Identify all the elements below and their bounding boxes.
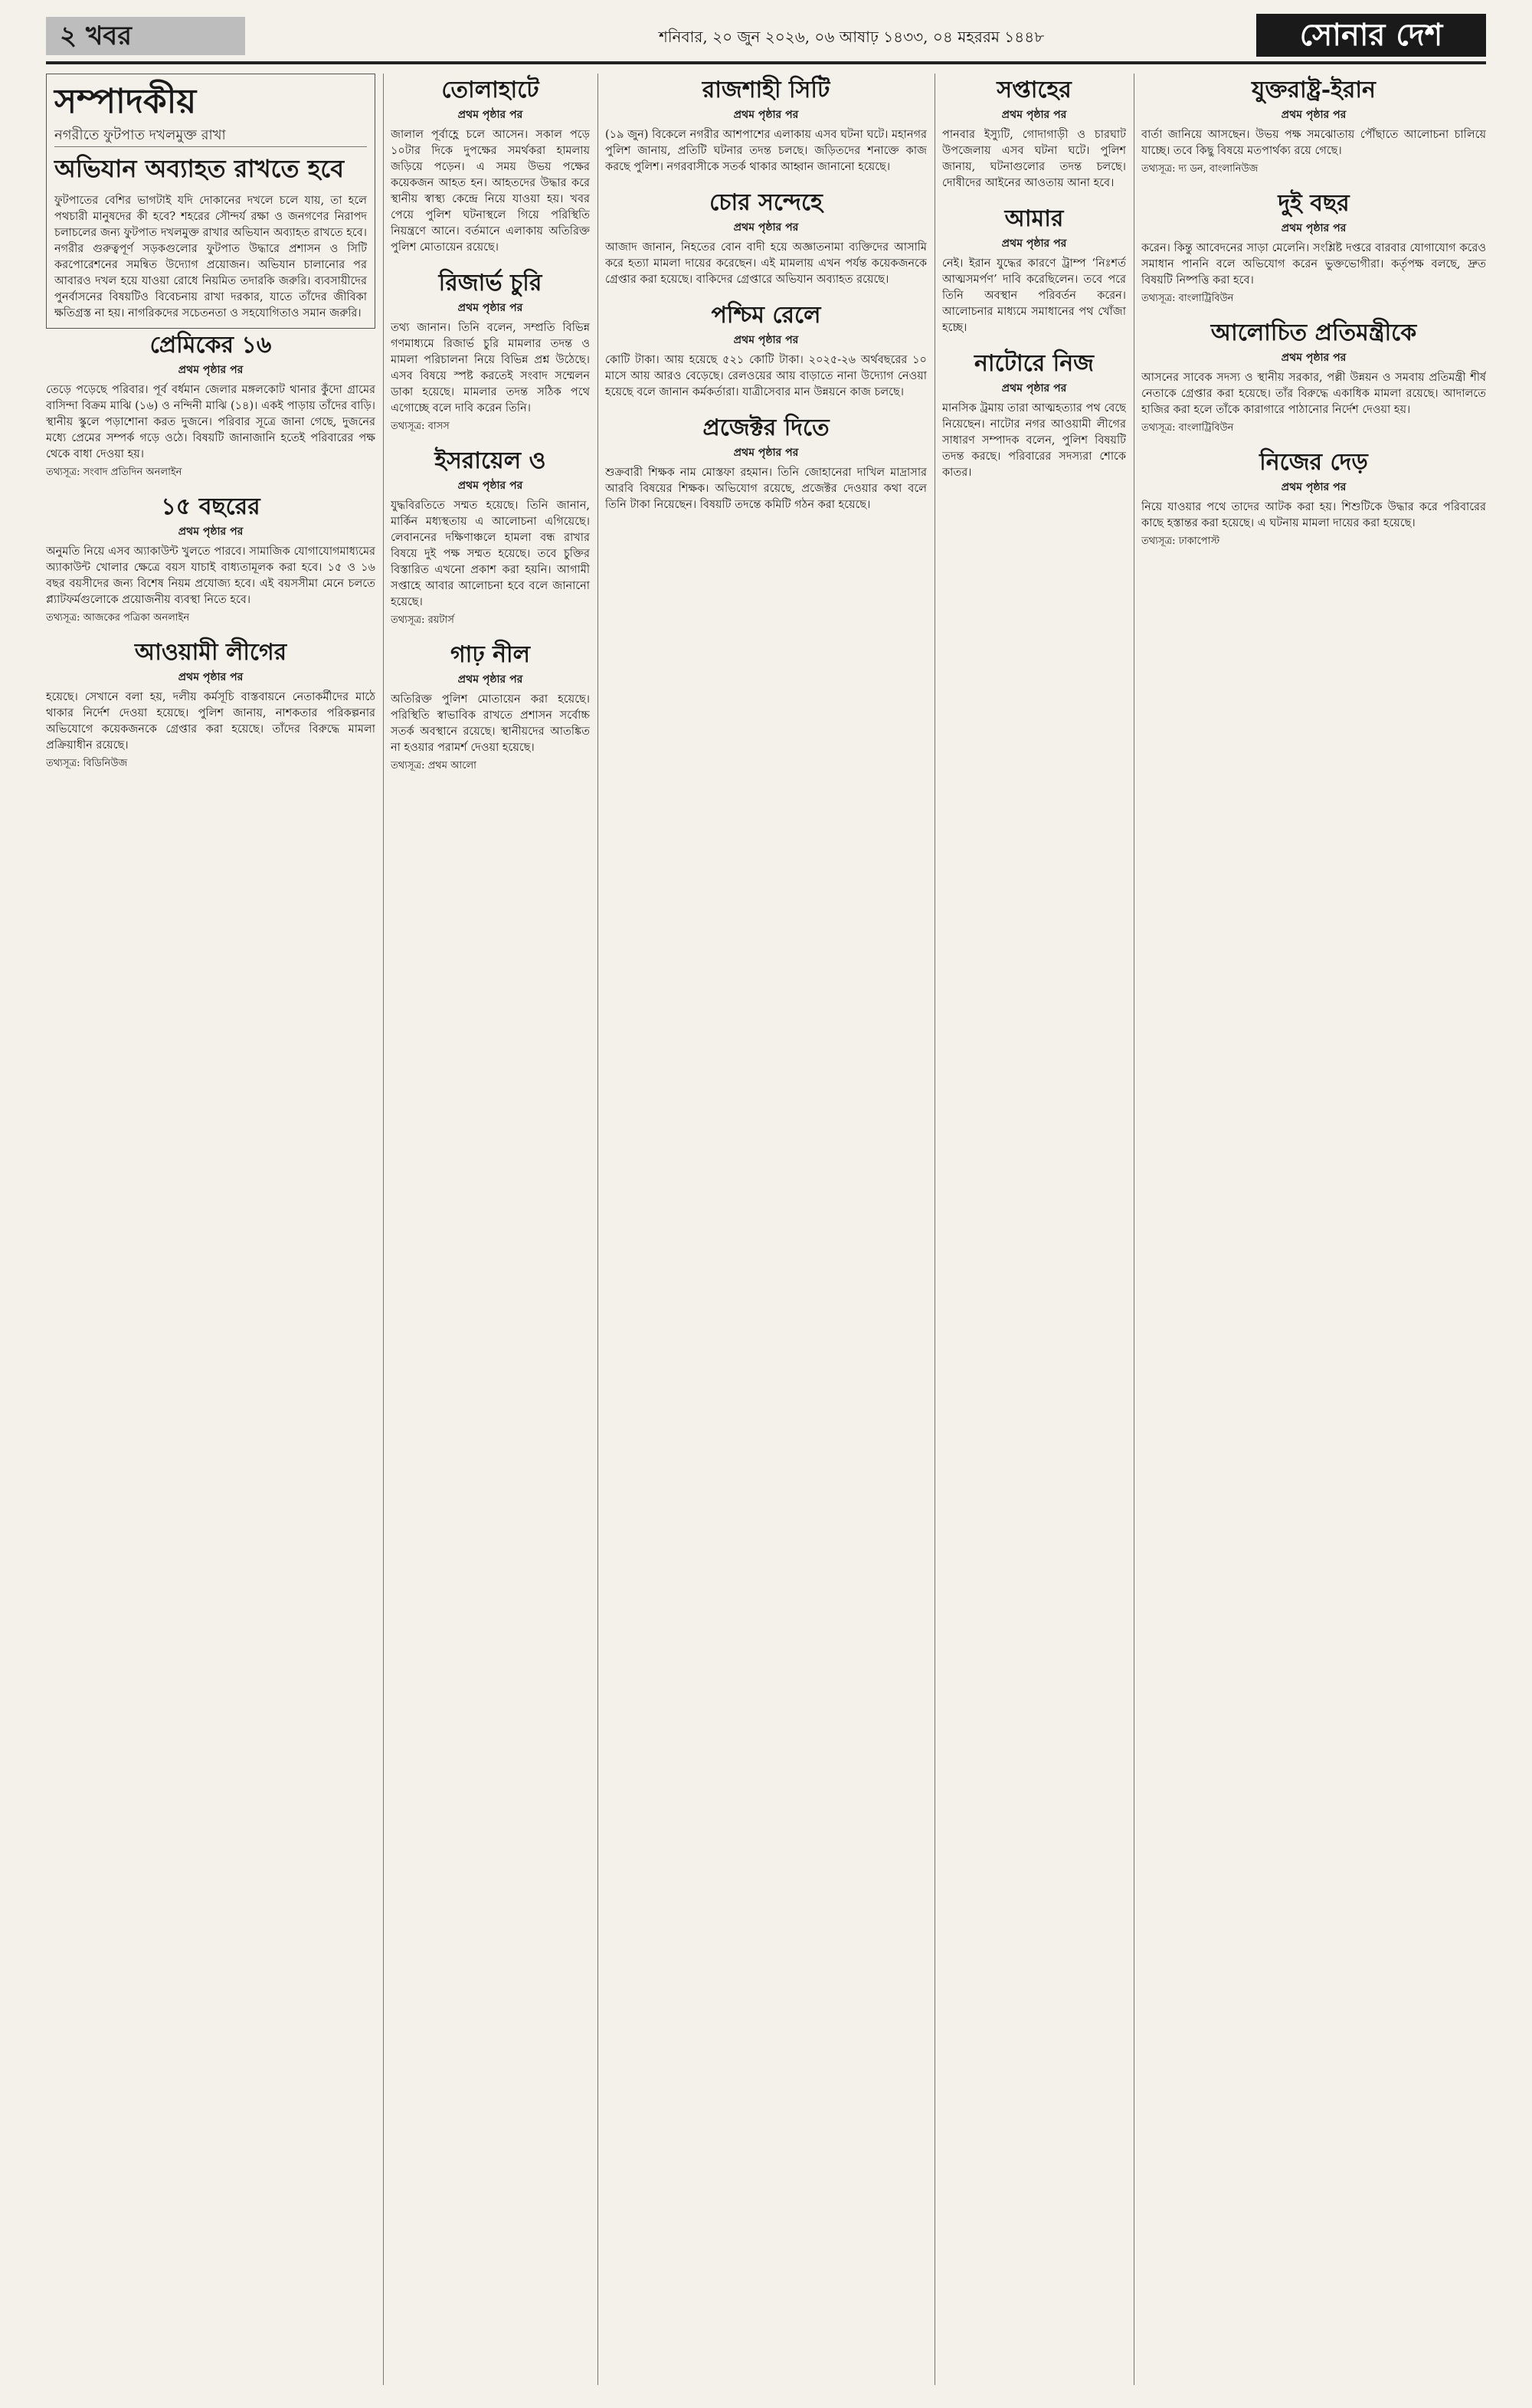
continuation-note: প্রথম পৃষ্ঠার পর — [1281, 109, 1347, 121]
continuation-note: প্রথম পৃষ্ঠার পর — [178, 526, 244, 538]
article-body: জালাল পূর্বাহ্ণে চলে আসেন। সকাল পড়ে ১০টার দিকে দুপক্ষের সমর্থকরা হামলায় জড়িয়ে পড়েন। এ সময় উভয় পক্ষের কয়েকজন আহত হন। আহতদের উদ্ধার করে স্থানীয় স্বাস্থ্য কেন্দ্রে নিয়ে যাওয়া হয়। খবর পেয়ে পুলিশ ঘটনাস্থলে গিয়ে পরিস্থিতি নিয়ন্ত্রণে আনে। বর্তমানে এলাকায় অতিরিক্ত পুলিশ মোতায়েন রয়েছে। — [391, 129, 590, 254]
article-title: আলোচিত প্রতিমন্ত্রীকে — [1210, 319, 1417, 346]
article-source: তথ্যসূত্র: বাসস — [391, 421, 450, 432]
continuation-note: প্রথম পৃষ্ঠার পর — [1281, 352, 1347, 364]
continuation-note: প্রথম পৃষ্ঠার পর — [178, 364, 244, 376]
column-4 — [942, 74, 1126, 2385]
article — [942, 74, 1126, 192]
article-title: নাটোরে নিজ — [974, 350, 1095, 377]
article-title: আমার — [1004, 205, 1064, 232]
continuation-note: প্রথম পৃষ্ঠার পর — [457, 109, 523, 121]
continuation-note: প্রথম পৃষ্ঠার পর — [733, 447, 799, 459]
article-body: তেড়ে পড়েছে পরিবার। পূর্ব বর্ধমান জেলার মঙ্গলকোট থানার কুঁদো গ্রামের বাসিন্দা বিক্রম মাঝি (১৬) ও নন্দিনী মাঝি (১৪)। একই পাড়ায় তাঁদের বাড়ি। স্থানীয় স্কুলে পড়াশোনা করত দুজনে। পরিবার সূত্রে জানা গেছে, দুজনের মধ্যে প্রেমের সম্পর্ক গড়ে ওঠে। বিষয়টি জানাজানি হতেই পরিবারের পক্ষ থেকে বাধা দেওয়া হয়। — [46, 384, 375, 460]
article — [942, 347, 1126, 481]
column-1 — [46, 74, 375, 2385]
article-title: গাঢ় নীল — [450, 641, 530, 668]
article — [1141, 74, 1486, 176]
continuation-note: প্রথম পৃষ্ঠার পর — [178, 671, 244, 683]
continuation-note: প্রথম পৃষ্ঠার পর — [457, 302, 523, 314]
continuation-note: প্রথম পৃষ্ঠার পর — [1001, 109, 1067, 121]
column-3 — [605, 74, 927, 2385]
masthead — [46, 14, 1486, 64]
issue-date: শনিবার, ২০ জুন ২০২৬, ০৬ আষাঢ় ১৪৩৩, ০৪ মহররম ১৪৪৮ — [659, 28, 1045, 46]
article-source: তথ্যসূত্র: প্রথম আলো — [391, 760, 476, 772]
article-title: দুই বছর — [1278, 190, 1350, 217]
article-body: কোটি টাকা। আয় হয়েছে ৫২১ কোটি টাকা। ২০২৫-২৬ অর্থবছরের ১০ মাসে আয় আরও বেড়েছে। রেলওয়ের আয় বাড়াতে নানা উদ্যোগ নেওয়া হয়েছে বলে জানান কর্মকর্তারা। যাত্রীসেবার মান উন্নয়নে কাজ চলছে। — [605, 354, 927, 398]
page-section-label: ২ খবর — [46, 17, 245, 55]
article — [391, 74, 590, 256]
article — [1141, 316, 1486, 435]
article-body: পানবার ইস্যুটি, গোদাগাড়ী ও চারঘাট উপজেলায় এসব ঘটনা ঘটে। পুলিশ জানায়, ঘটনাগুলোর তদন্ত চলছে। দোষীদের আইনের আওতায় আনা হবে। — [942, 129, 1126, 189]
article-title: নিজের দেড় — [1259, 449, 1368, 476]
continuation-note: প্রথম পৃষ্ঠার পর — [1281, 481, 1347, 493]
article-body: করেন। কিন্তু আবেদনের সাড়া মেলেনি। সংশ্লিষ্ট দপ্তরে বারবার যোগাযোগ করেও সমাধান পাননি বলে অভিযোগ করেন ভুক্তভোগীরা। কর্তৃপক্ষ বলছে, দ্রুত বিষয়টি নিষ্পত্তি করা হবে। — [1141, 242, 1486, 287]
editorial-subtitle: নগরীতে ফুটপাত দখলমুক্ত রাখা — [54, 125, 367, 147]
continuation-note: প্রথম পৃষ্ঠার পর — [733, 334, 799, 346]
article-source: তথ্যসূত্র: রয়টার্স — [391, 614, 454, 626]
article — [942, 202, 1126, 336]
article-title: আওয়ামী লীগের — [134, 639, 287, 666]
article-title: প্রেমিকের ১৬ — [149, 332, 272, 359]
editorial-title: অভিযান অব্যাহত রাখতে হবে — [54, 154, 345, 183]
article-title: চোর সন্দেহে — [709, 189, 823, 216]
continuation-note: প্রথম পৃষ্ঠার পর — [457, 480, 523, 492]
article — [46, 490, 375, 625]
article-source: তথ্যসূত্র: বিডিনিউজ — [46, 758, 128, 769]
article-source: তথ্যসূত্র: দ্য ডন, বাংলানিউজ — [1141, 163, 1259, 175]
article-body: আসনের সাবেক সদস্য ও স্থানীয় সরকার, পল্লী উন্নয়ন ও সমবায় প্রতিমন্ত্রী শীর্ষ নেতাকে গ্রেপ্তার করা হয়েছে। তাঁর বিরুদ্ধে একাধিক মামলা রয়েছে। আদালতে হাজির করা হলে তাঁকে কারাগারে পাঠানোর নির্দেশ দেওয়া হয়। — [1141, 372, 1486, 416]
article-body: অতিরিক্ত পুলিশ মোতায়েন করা হয়েছে। পরিস্থিতি স্বাভাবিক রাখতে প্রশাসন সর্বোচ্চ সতর্ক অবস্থানে রয়েছে। স্থানীয়দের আতঙ্কিত না হওয়ার পরামর্শ দেওয়া হয়েছে। — [391, 693, 590, 754]
article — [605, 186, 927, 288]
editorial-box — [46, 74, 375, 329]
article-title: রিজার্ভ চুরি — [438, 270, 542, 296]
column-5 — [1141, 74, 1486, 2385]
article — [46, 636, 375, 771]
article — [605, 74, 927, 175]
article-body: মানসিক ট্রমায় তারা আত্মহত্যার পথ বেছে নিয়েছেন। নাটোর নগর আওয়ামী লীগের সাধারণ সম্পাদক বলেন, পুলিশ বিষয়টি তদন্ত করছে। পরিবারের সদস্যরা শোকে কাতর। — [942, 402, 1126, 479]
continuation-note: প্রথম পৃষ্ঠার পর — [1281, 222, 1347, 234]
newspaper-logo: সোনার দেশ — [1256, 14, 1486, 57]
article-body: বার্তা জানিয়ে আসছেন। উভয় পক্ষ সমঝোতায় পৌঁছাতে আলোচনা চালিয়ে যাচ্ছে। তবে কিছু বিষয়ে মতপার্থক্য রয়ে গেছে। — [1141, 129, 1486, 157]
article-source: তথ্যসূত্র: বাংলাট্রিবিউন — [1141, 422, 1234, 434]
article — [391, 444, 590, 627]
article — [605, 299, 927, 401]
article — [1141, 187, 1486, 306]
article-source: তথ্যসূত্র: ঢাকাপোস্ট — [1141, 536, 1220, 547]
continuation-note: প্রথম পৃষ্ঠার পর — [733, 221, 799, 234]
article-title: পশ্চিম রেলে — [711, 302, 821, 329]
article — [1141, 446, 1486, 549]
article-body: নিয়ে যাওয়ার পথে তাদের আটক করা হয়। শিশুটিকে উদ্ধার করে পরিবারের কাছে হস্তান্তর করা হয়েছে। এ ঘটনায় মামলা দায়ের করা হয়েছে। — [1141, 501, 1486, 529]
article-title: ১৫ বছরের — [161, 493, 260, 520]
article-body: হয়েছে। সেখানে বলা হয়, দলীয় কর্মসূচি বাস্তবায়নে নেতাকর্মীদের মাঠে থাকার নির্দেশ দেওয়া হয়েছে। পুলিশ জানায়, নাশকতার পরিকল্পনার অভিযোগে কয়েকজনকে গ্রেপ্তার করা হয়েছে। তাঁদের বিরুদ্ধে মামলা প্রক্রিয়াধীন রয়েছে। — [46, 691, 375, 752]
continuation-note: প্রথম পৃষ্ঠার পর — [733, 109, 799, 121]
article-body: (১৯ জুন) বিকেলে নগরীর আশপাশের এলাকায় এসব ঘটনা ঘটে। মহানগর পুলিশ জানায়, প্রতিটি ঘটনার তদন্ত চলছে। জড়িতদের শনাক্তে কাজ করছে পুলিশ। নগরবাসীকে সতর্ক থাকার আহ্বান জানানো হয়েছে। — [605, 129, 927, 173]
column-2 — [391, 74, 590, 2385]
continuation-note: প্রথম পৃষ্ঠার পর — [1001, 238, 1067, 250]
article-body: শুক্রবারী শিক্ষক নাম মোস্তফা রহমান। তিনি জোহানেরা দাখিল মাদ্রাসার আরবি বিষয়ের শিক্ষক। অভিযোগ রয়েছে, প্রজেক্টর দেওয়ার কথা বলে তিনি টাকা নিয়েছেন। বিষয়টি তদন্তে কমিটি গঠন করা হয়েছে। — [605, 467, 927, 511]
continuation-note: প্রথম পৃষ্ঠার পর — [457, 673, 523, 686]
article-title: যুক্তরাষ্ট্র-ইরান — [1252, 77, 1376, 103]
article-title: প্রজেক্টর দিতে — [702, 414, 830, 441]
column-rule — [383, 74, 384, 2385]
article-source: তথ্যসূত্র: আজকের পত্রিকা অনলাইন — [46, 612, 190, 624]
article-body: আজাদ জানান, নিহতের বোন বাদী হয়ে অজ্ঞাতনামা ব্যক্তিদের আসামি করে হত্যা মামলা দায়ের করেছেন। এই মামলায় এখন পর্যন্ত কয়েকজনকে গ্রেপ্তার করা হয়েছে। বাকিদের গ্রেপ্তারে অভিযান অব্যাহত রয়েছে। — [605, 241, 927, 286]
article-body: নেই। ইরান যুদ্ধের কারণে ট্রাম্প ‘নিঃশর্ত আত্মসমর্পণ’ দাবি করেছিলেন। তবে পরে তিনি অবস্থান পরিবর্তন করেন। আলোচনার মাধ্যমে সমাধানের পথ খোঁজা হচ্ছে। — [942, 257, 1126, 334]
article-source: তথ্যসূত্র: সংবাদ প্রতিদিন অনলাইন — [46, 467, 182, 478]
article-body: যুদ্ধবিরতিতে সম্মত হয়েছে। তিনি জানান, মার্কিন মধ্যস্থতায় এ আলোচনা এগিয়েছে। লেবাননের দক্ষিণাঞ্চলে হামলা বন্ধ রাখার বিষয়ে দুই পক্ষ সম্মত হয়েছে। তবে চুক্তির বিস্তারিত এখনো প্রকাশ করা হয়নি। আগামী সপ্তাহে আবার আলোচনা হবে বলে জানানো হয়েছে। — [391, 500, 590, 608]
article-body: অনুমতি নিয়ে এসব অ্যাকাউন্ট খুলতে পারবে। সামাজিক যোগাযোগমাধ্যমের অ্যাকাউন্ট খোলার ক্ষেত্রে বয়স যাচাই বাধ্যতামূলক করা হবে। ১৫ ও ১৬ বছর বয়সীদের জন্য বিশেষ নিয়ম প্রযোজ্য হবে। এই বয়সসীমা মেনে চলতে প্ল্যাটফর্মগুলোকে প্রয়োজনীয় ব্যবস্থা নিতে হবে। — [46, 545, 375, 606]
article-body: তথ্য জানান। তিনি বলেন, সম্প্রতি বিভিন্ন গণমাধ্যমে রিজার্ভ চুরি মামলার তদন্ত ও মামলা পরিচালনা নিয়ে বিভিন্ন প্রশ্ন উঠেছে। এসব বিষয়ে স্পষ্ট করতেই সংবাদ সম্মেলন ডাকা হয়েছে। মামলার তদন্ত সঠিক পথে এগোচ্ছে বলে দাবি করেন তিনি। — [391, 322, 590, 414]
column-rule — [597, 74, 598, 2385]
editorial-kicker: সম্পাদকীয় — [54, 82, 197, 121]
article-title: সপ্তাহের — [997, 77, 1072, 103]
article-title: রাজশাহী সিটি — [702, 77, 830, 103]
article — [605, 411, 927, 513]
article-title: তোলাহাটে — [441, 77, 539, 103]
article-title: ইসরায়েল ও — [434, 447, 546, 474]
article — [46, 329, 375, 480]
editorial-body: ফুটপাতের বেশির ভাগটাই যদি দোকানের দখলে চলে যায়, তা হলে পথচারী মানুষদের কী হবে? শহরের সৌন্দর্য রক্ষা ও জনগণের নিরাপদ চলাচলের জন্য ফুটপাত দখলমুক্ত রাখার অভিযান অব্যাহত রাখতে হবে। নগরীর গুরুত্বপূর্ণ সড়কগুলোর ফুটপাত উদ্ধারে প্রশাসন ও সিটি করপোরেশনের সমন্বিত উদ্যোগ প্রয়োজন। অভিযান চালানোর পর আবারও দখল হয়ে যাওয়া রোধে নিয়মিত তদারকি জরুরি। ব্যবসায়ীদের পুনর্বাসনের বিষয়টিও বিবেচনায় রাখা দরকার, যাতে তাঁদের জীবিকা ক্ষতিগ্রস্ত না হয়। নাগরিকদের সচেতনতা ও সহযোগিতাও সমান জরুরি। — [54, 195, 367, 319]
continuation-note: প্রথম পৃষ্ঠার পর — [1001, 382, 1067, 395]
article-source: তথ্যসূত্র: বাংলাট্রিবিউন — [1141, 293, 1234, 304]
article — [391, 638, 590, 773]
article — [391, 267, 590, 434]
